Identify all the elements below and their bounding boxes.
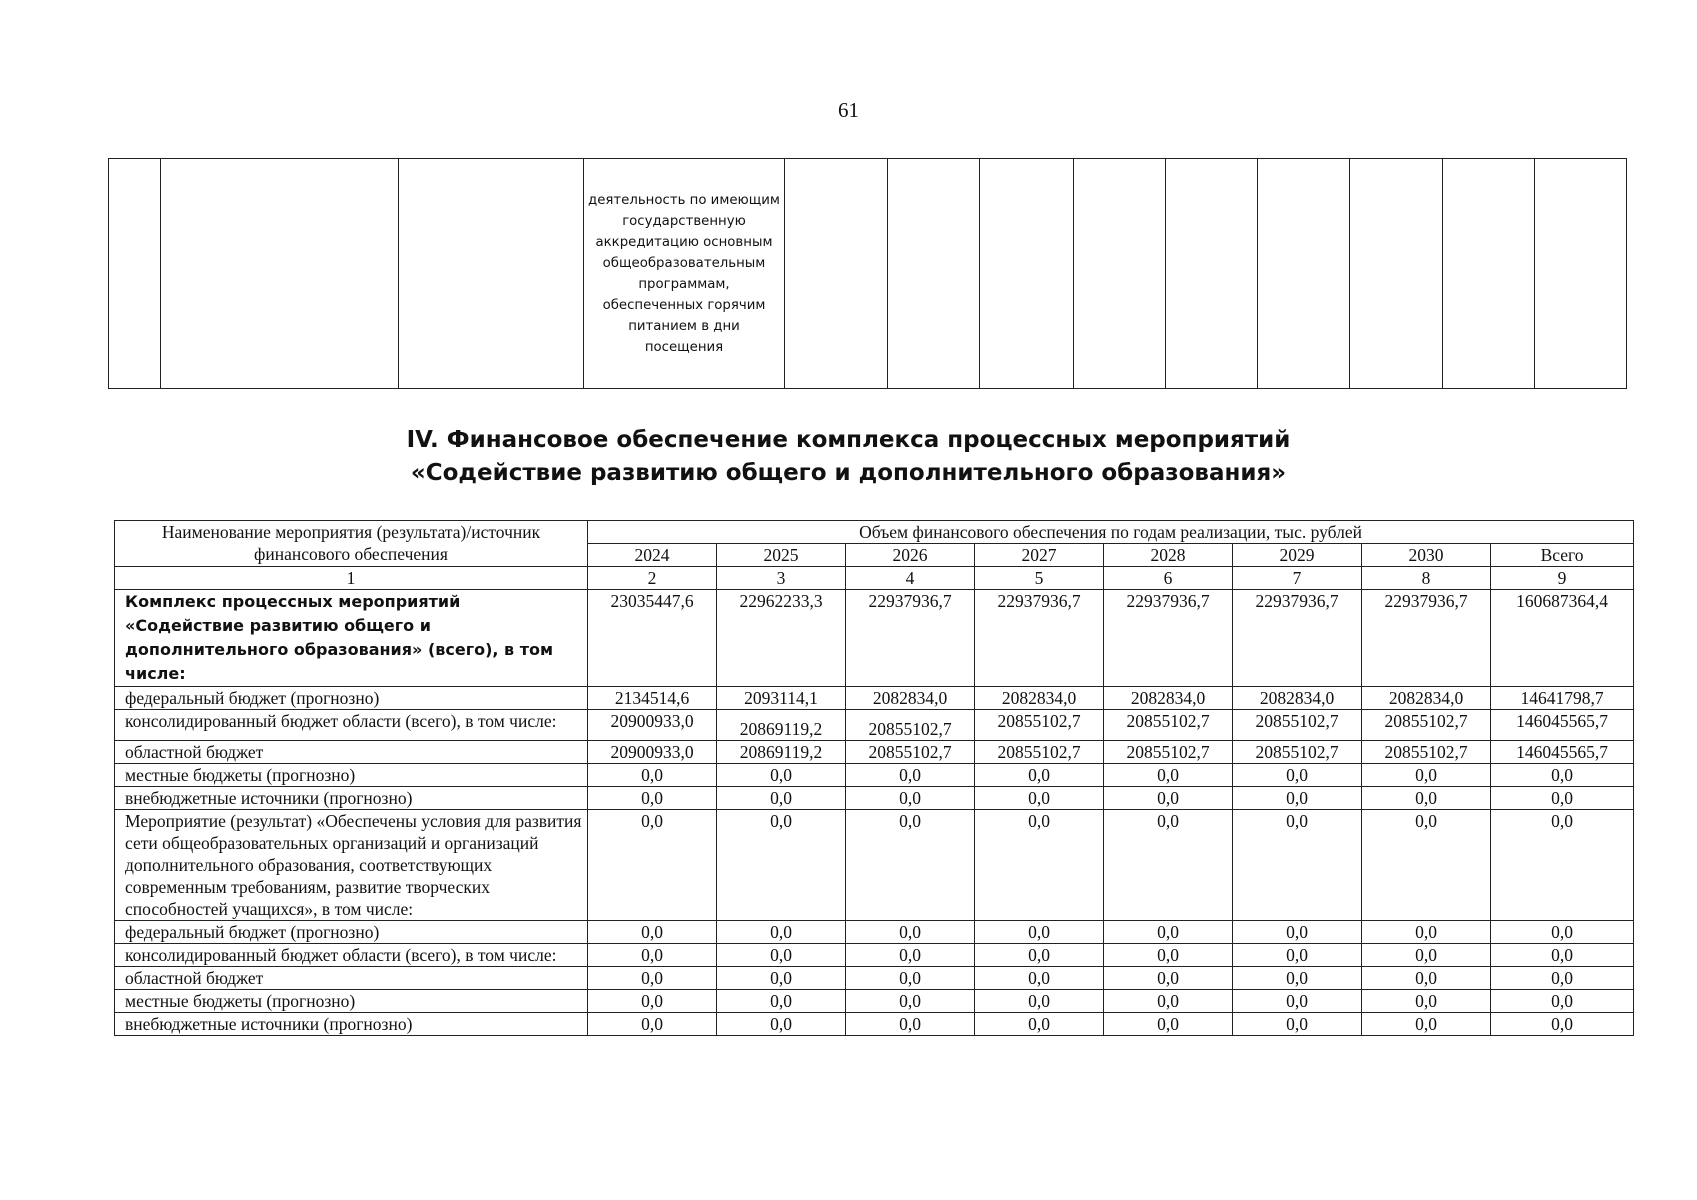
empty-cell xyxy=(1443,159,1535,389)
year-header: 2027 xyxy=(975,544,1104,567)
value-cell: 20855102,7 xyxy=(975,710,1104,741)
value-cell: 22962233,3 xyxy=(717,590,846,687)
value-cell: 0,0 xyxy=(846,764,975,787)
section-title-line-2: «Содействие развитию общего и дополнительного образования» xyxy=(410,460,1287,486)
column-number: 2 xyxy=(588,567,717,590)
value-cell: 23035447,6 xyxy=(588,590,717,687)
value-cell: 20855102,7 xyxy=(846,710,975,741)
empty-cell xyxy=(1350,159,1443,389)
value-cell: 0,0 xyxy=(588,967,717,990)
value-cell: 0,0 xyxy=(588,990,717,1013)
empty-cell xyxy=(980,159,1074,389)
year-header: 2026 xyxy=(846,544,975,567)
value-cell: 2082834,0 xyxy=(1233,687,1362,710)
value-cell: 0,0 xyxy=(846,787,975,810)
table-row xyxy=(115,787,1634,810)
page-number: 61 xyxy=(838,98,859,122)
year-header: 2028 xyxy=(1104,544,1233,567)
empty-cell xyxy=(1535,159,1627,389)
row-name: внебюджетные источники (прогнозно) xyxy=(115,787,588,810)
value-cell: 20855102,7 xyxy=(1233,741,1362,764)
continuation-row xyxy=(109,159,1627,389)
value-cell: 22937936,7 xyxy=(1104,590,1233,687)
table-row xyxy=(115,810,1634,921)
value-cell: 2082834,0 xyxy=(1104,687,1233,710)
value-cell: 20855102,7 xyxy=(1104,741,1233,764)
value-cell: 0,0 xyxy=(717,787,846,810)
value-cell: 20869119,2 xyxy=(717,741,846,764)
value-cell: 0,0 xyxy=(1104,990,1233,1013)
row-name: Комплекс процессных мероприятий «Содействие развитию общего и дополнительного образования» (всего), в том числе: xyxy=(115,590,588,687)
year-header: 2024 xyxy=(588,544,717,567)
value-cell: 0,0 xyxy=(846,944,975,967)
value-cell: 160687364,4 xyxy=(1491,590,1634,687)
value-cell: 0,0 xyxy=(1233,764,1362,787)
value-cell: 0,0 xyxy=(1233,967,1362,990)
value-cell: 0,0 xyxy=(1362,921,1491,944)
value-cell: 0,0 xyxy=(1104,944,1233,967)
value-cell: 0,0 xyxy=(717,810,846,921)
year-header: 2030 xyxy=(1362,544,1491,567)
empty-cell xyxy=(161,159,399,389)
column-number: 7 xyxy=(1233,567,1362,590)
value-cell: 0,0 xyxy=(1491,944,1634,967)
value-cell: 20855102,7 xyxy=(975,741,1104,764)
value-cell: 20855102,7 xyxy=(1362,741,1491,764)
continuation-text: деятельность по имеющим государственную аккредитацию основным общеобразовательным программам, обеспеченных горячим питанием в дни посещения xyxy=(588,192,780,355)
header-volume: Объем финансового обеспечения по годам реализации, тыс. рублей xyxy=(588,521,1634,544)
value-cell: 0,0 xyxy=(975,764,1104,787)
value-cell: 0,0 xyxy=(1233,990,1362,1013)
column-number: 9 xyxy=(1491,567,1634,590)
value-cell: 0,0 xyxy=(1233,810,1362,921)
value-cell: 0,0 xyxy=(588,944,717,967)
column-number: 4 xyxy=(846,567,975,590)
value-cell: 0,0 xyxy=(1491,810,1634,921)
value-cell: 20855102,7 xyxy=(846,741,975,764)
value-cell: 0,0 xyxy=(1491,967,1634,990)
row-name: федеральный бюджет (прогнозно) xyxy=(115,921,588,944)
year-header: 2029 xyxy=(1233,544,1362,567)
value-cell: 20855102,7 xyxy=(1233,710,1362,741)
value-cell: 2093114,1 xyxy=(717,687,846,710)
row-name: Мероприятие (результат) «Обеспечены условия для развития сети общеобразовательных организаций и организаций дополнительного образования, соответствующих современным требованиям, развитие творческих способностей учащихся», в том числе: xyxy=(115,810,588,921)
value-cell: 20855102,7 xyxy=(1362,710,1491,741)
column-number: 1 xyxy=(115,567,588,590)
section-title xyxy=(0,424,1697,490)
value-cell: 0,0 xyxy=(717,967,846,990)
value-cell: 0,0 xyxy=(1104,764,1233,787)
value-cell: 0,0 xyxy=(975,921,1104,944)
value-cell: 0,0 xyxy=(1233,787,1362,810)
value-cell: 0,0 xyxy=(1104,810,1233,921)
value-cell: 0,0 xyxy=(846,967,975,990)
value-cell: 0,0 xyxy=(1362,944,1491,967)
value-cell: 0,0 xyxy=(717,944,846,967)
column-number-row xyxy=(115,567,1634,590)
value-cell: 0,0 xyxy=(1491,764,1634,787)
value-cell: 0,0 xyxy=(588,810,717,921)
value-cell: 0,0 xyxy=(975,967,1104,990)
value-cell: 0,0 xyxy=(1362,787,1491,810)
value-cell: 20900933,0 xyxy=(588,741,717,764)
value-cell: 146045565,7 xyxy=(1491,710,1634,741)
continuation-text-cell xyxy=(584,159,785,389)
value-cell: 0,0 xyxy=(846,810,975,921)
value-cell: 0,0 xyxy=(588,764,717,787)
value-cell: 0,0 xyxy=(1491,990,1634,1013)
table-row xyxy=(115,990,1634,1013)
value-cell: 0,0 xyxy=(588,1013,717,1036)
value-cell: 0,0 xyxy=(717,1013,846,1036)
value-cell: 0,0 xyxy=(588,921,717,944)
value-cell: 0,0 xyxy=(1233,1013,1362,1036)
value-cell: 0,0 xyxy=(1104,787,1233,810)
row-name: областной бюджет xyxy=(115,741,588,764)
empty-cell xyxy=(399,159,584,389)
row-name: федеральный бюджет (прогнозно) xyxy=(115,687,588,710)
empty-cell xyxy=(1166,159,1258,389)
value-cell: 20855102,7 xyxy=(1104,710,1233,741)
value-cell: 2082834,0 xyxy=(975,687,1104,710)
table-row xyxy=(115,967,1634,990)
empty-cell xyxy=(1074,159,1166,389)
value-cell: 0,0 xyxy=(1491,921,1634,944)
financing-table xyxy=(114,520,1634,1036)
value-cell: 0,0 xyxy=(1362,1013,1491,1036)
column-number: 6 xyxy=(1104,567,1233,590)
column-number: 8 xyxy=(1362,567,1491,590)
value-cell: 0,0 xyxy=(1104,921,1233,944)
value-cell: 0,0 xyxy=(1104,967,1233,990)
table-row xyxy=(115,921,1634,944)
value-cell: 0,0 xyxy=(1362,764,1491,787)
value-cell: 0,0 xyxy=(975,1013,1104,1036)
table-row xyxy=(115,590,1634,687)
value-cell: 0,0 xyxy=(846,1013,975,1036)
value-cell: 0,0 xyxy=(975,990,1104,1013)
table-row xyxy=(115,710,1634,741)
value-cell: 0,0 xyxy=(588,787,717,810)
row-name: консолидированный бюджет области (всего), в том числе: xyxy=(115,944,588,967)
empty-cell xyxy=(888,159,980,389)
value-cell: 2082834,0 xyxy=(846,687,975,710)
section-title-line-1: IV. Финансовое обеспечение комплекса процессных мероприятий xyxy=(406,427,1291,453)
row-name: местные бюджеты (прогнозно) xyxy=(115,990,588,1013)
header-name: Наименование мероприятия (результата)/источник финансового обеспечения xyxy=(115,521,588,567)
value-cell: 22937936,7 xyxy=(975,590,1104,687)
value-cell: 0,0 xyxy=(846,921,975,944)
value-cell: 22937936,7 xyxy=(1233,590,1362,687)
empty-cell xyxy=(109,159,161,389)
value-cell: 0,0 xyxy=(1491,787,1634,810)
table-row xyxy=(115,764,1634,787)
value-cell: 0,0 xyxy=(717,921,846,944)
continuation-table xyxy=(108,158,1627,389)
value-cell: 0,0 xyxy=(1233,944,1362,967)
value-cell: 0,0 xyxy=(1362,967,1491,990)
column-number: 3 xyxy=(717,567,846,590)
value-cell: 14641798,7 xyxy=(1491,687,1634,710)
value-cell: 0,0 xyxy=(717,764,846,787)
row-name: консолидированный бюджет области (всего), в том числе: xyxy=(115,710,588,741)
value-cell: 0,0 xyxy=(1362,810,1491,921)
empty-cell xyxy=(785,159,888,389)
value-cell: 0,0 xyxy=(1233,921,1362,944)
value-cell: 22937936,7 xyxy=(846,590,975,687)
value-cell: 0,0 xyxy=(846,990,975,1013)
row-name: местные бюджеты (прогнозно) xyxy=(115,764,588,787)
value-cell: 0,0 xyxy=(975,944,1104,967)
value-cell: 0,0 xyxy=(975,787,1104,810)
table-row xyxy=(115,1013,1634,1036)
value-cell: 20900933,0 xyxy=(588,710,717,741)
empty-cell xyxy=(1258,159,1350,389)
total-header: Всего xyxy=(1491,544,1634,567)
value-cell: 0,0 xyxy=(1362,990,1491,1013)
value-cell: 0,0 xyxy=(1104,1013,1233,1036)
row-name: внебюджетные источники (прогнозно) xyxy=(115,1013,588,1036)
value-cell: 22937936,7 xyxy=(1362,590,1491,687)
value-cell: 2082834,0 xyxy=(1362,687,1491,710)
column-number: 5 xyxy=(975,567,1104,590)
year-header: 2025 xyxy=(717,544,846,567)
header-row-1 xyxy=(115,521,1634,544)
table-row xyxy=(115,687,1634,710)
value-cell: 2134514,6 xyxy=(588,687,717,710)
row-name: областной бюджет xyxy=(115,967,588,990)
value-cell: 0,0 xyxy=(1491,1013,1634,1036)
value-cell: 0,0 xyxy=(717,990,846,1013)
table-row xyxy=(115,741,1634,764)
table-row xyxy=(115,944,1634,967)
value-cell: 20869119,2 xyxy=(717,710,846,741)
value-cell: 0,0 xyxy=(975,810,1104,921)
value-cell: 146045565,7 xyxy=(1491,741,1634,764)
